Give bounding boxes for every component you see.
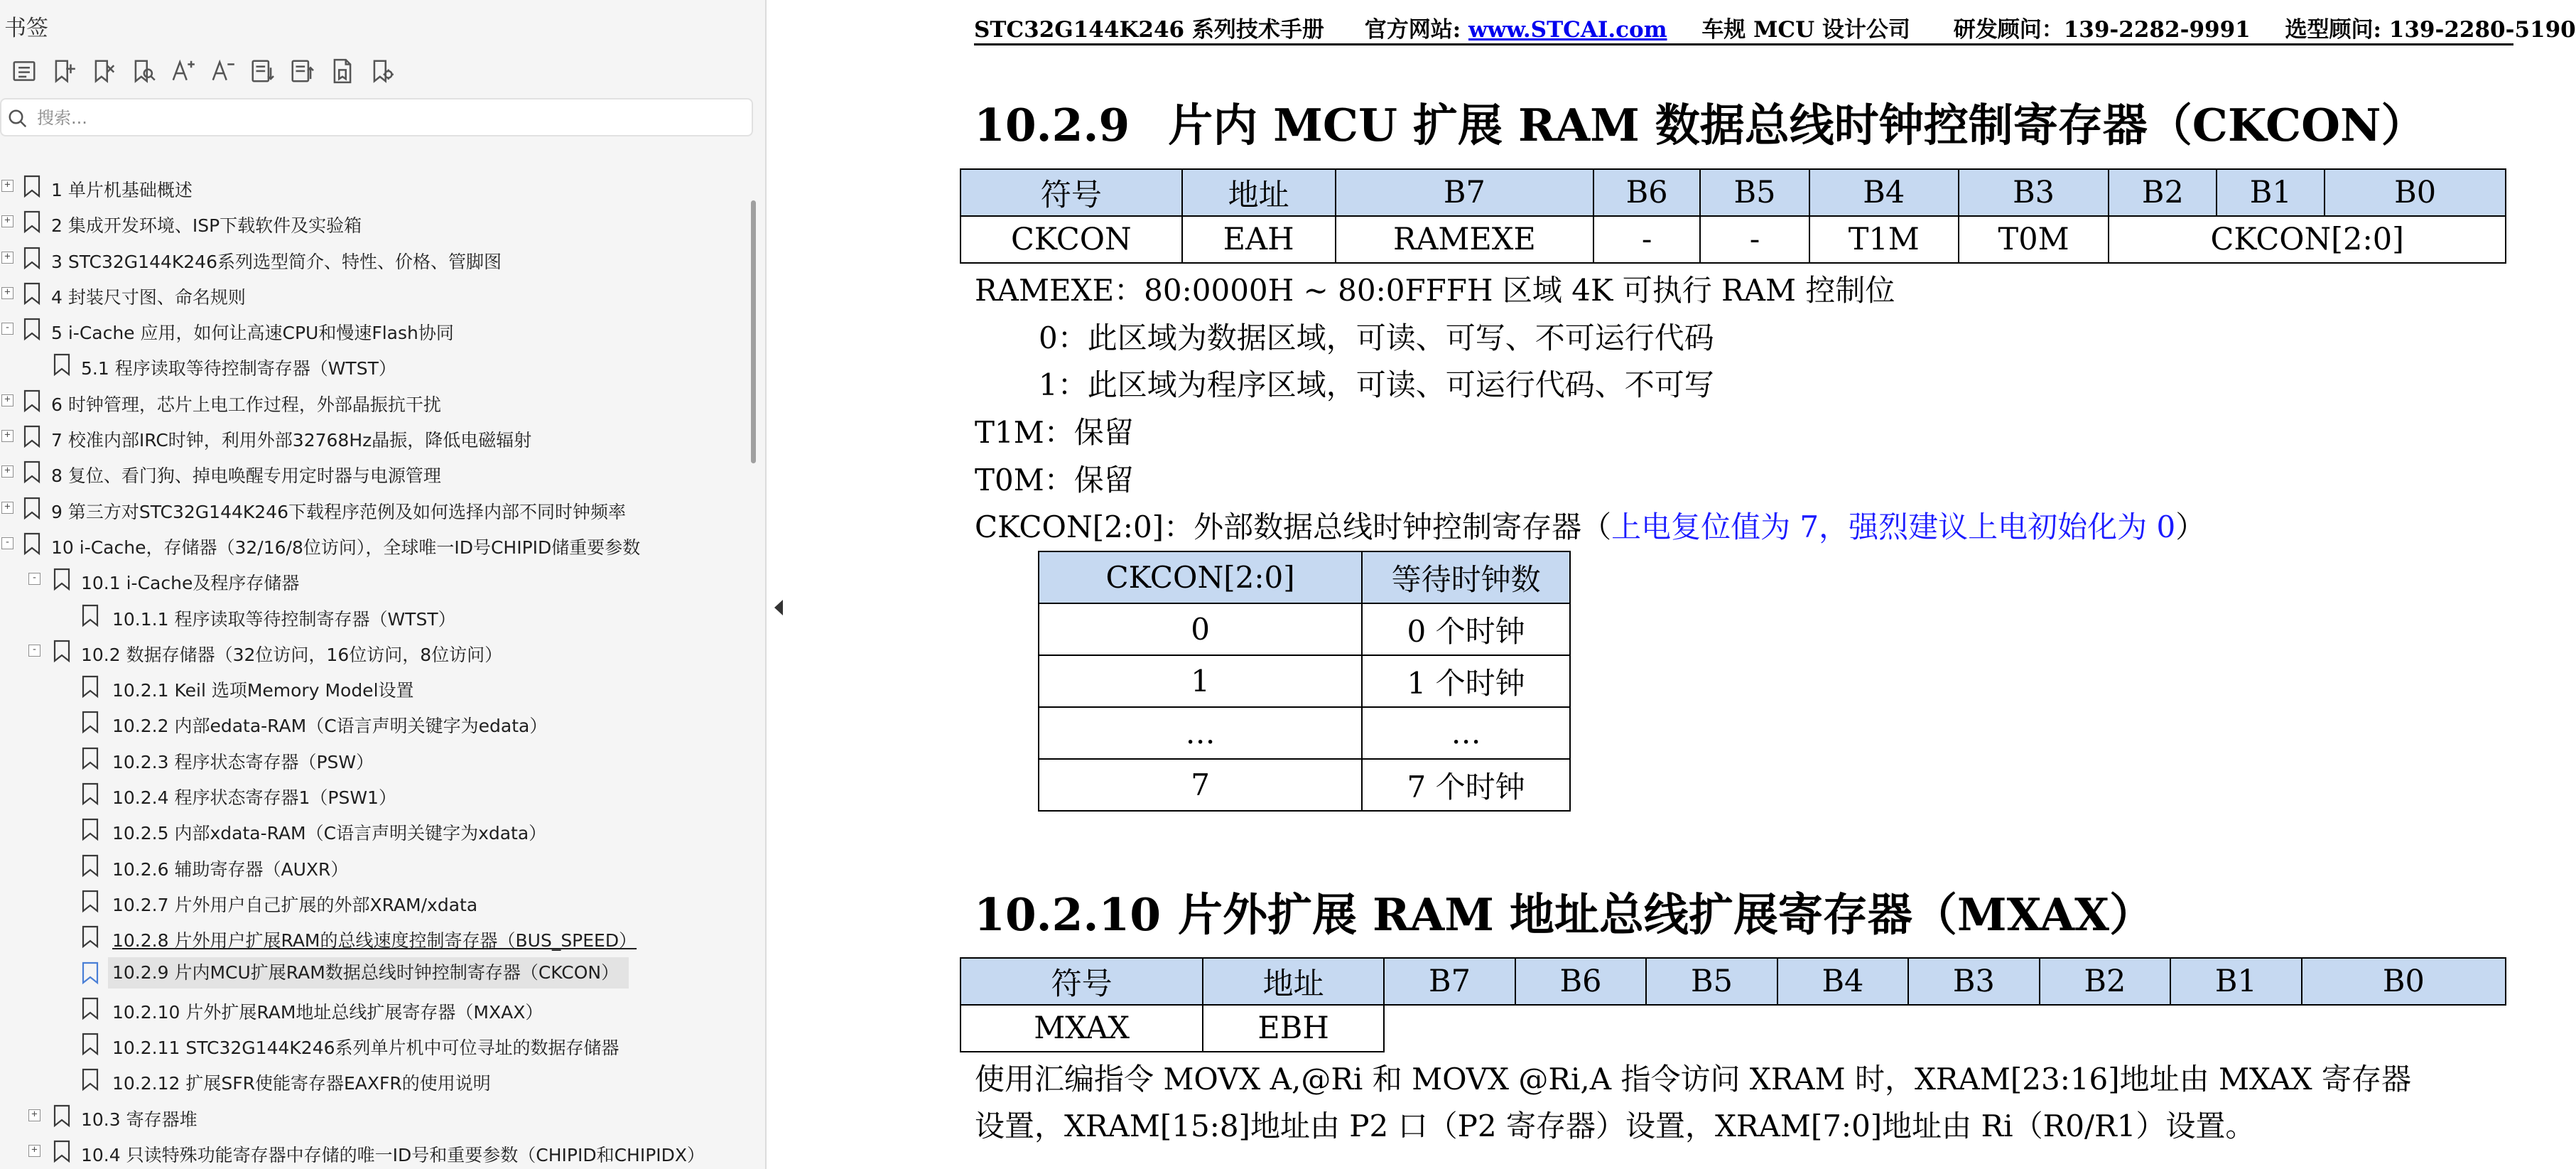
bookmark-item[interactable] [0, 883, 739, 918]
bookmark-item[interactable] [0, 382, 739, 418]
bookmark-icon [23, 425, 41, 448]
bookmark-item[interactable] [0, 490, 739, 525]
collapse-all-icon[interactable] [283, 53, 323, 90]
bookmark-icon [81, 1068, 99, 1091]
bookmark-item[interactable] [0, 1025, 739, 1061]
bookmark-item[interactable] [0, 775, 739, 811]
header-cell: 地址 [1182, 169, 1336, 216]
add-bookmark-icon[interactable] [44, 53, 84, 90]
bookmark-item[interactable] [0, 1097, 739, 1133]
bookmark-label: 10.2.12 扩展SFR使能寄存器EAXFR的使用说明 [112, 1073, 491, 1094]
wait-table-row [1039, 655, 1570, 707]
bookmark-search-input[interactable] [37, 105, 733, 131]
bookmark-label: 10.3 寄存器堆 [81, 1109, 197, 1130]
bookmark-from-page-icon[interactable] [323, 53, 362, 90]
bookmark-item[interactable] [0, 275, 739, 311]
bookmark-icon [53, 353, 71, 376]
bookmark-icon [53, 1104, 71, 1127]
bookmark-item[interactable] [0, 597, 739, 632]
bookmark-label: 10.2.2 内部edata-RAM（C语言声明关键字为edata） [112, 716, 548, 737]
bookmark-icon [81, 925, 99, 948]
header-site-label: 官方网站: [1364, 17, 1461, 43]
bookmark-icon [23, 532, 41, 555]
bookmark-item[interactable] [0, 239, 739, 275]
wait-table-row [1039, 759, 1570, 811]
bookmark-label: 10.2.5 内部xdata-RAM（C语言声明关键字为xdata） [112, 823, 547, 844]
bookmark-label: 8 复位、看门狗、掉电唤醒专用定时器与电源管理 [51, 465, 441, 487]
expand-all-icon[interactable] [243, 53, 283, 90]
value-cell: CKCON [960, 216, 1182, 263]
header-company: 车规 MCU 设计公司 [1701, 17, 1910, 43]
ckcon-wait-table [1038, 551, 1571, 812]
header-cell: B1 [2170, 958, 2302, 1005]
bookmark-icon [81, 818, 99, 841]
bookmark-icon [53, 1140, 71, 1163]
collapse-panel-icon[interactable] [773, 598, 784, 617]
bookmark-label: 10.2.10 片外扩展RAM地址总线扩展寄存器（MXAX） [112, 1001, 543, 1023]
header-sel-contact: 选型顾问: 139-2280-5190 [2285, 17, 2576, 43]
wait-table-row [1039, 603, 1570, 655]
list-view-icon[interactable] [4, 53, 44, 90]
header-cell: B5 [1700, 169, 1809, 216]
header-cell: CKCON[2:0] [1039, 551, 1362, 603]
bookmark-tree [0, 168, 739, 1168]
bookmark-label: 10.2.6 辅助寄存器（AUXR） [112, 858, 349, 880]
expand-icon[interactable]: + [1, 215, 13, 227]
header-cell: B3 [1908, 958, 2040, 1005]
t0m-description: T0M：保留 [975, 463, 1134, 497]
section-title-text: 片外扩展 RAM 地址总线扩展寄存器（MXAX） [1178, 888, 2155, 941]
header-cell: B6 [1515, 958, 1646, 1005]
value-cell: - [1700, 216, 1809, 263]
bookmark-label: 4 封装尺寸图、命名规则 [51, 286, 246, 308]
bookmark-item[interactable] [0, 1061, 739, 1097]
header-cell: B7 [1384, 958, 1515, 1005]
header-cell: B2 [2109, 169, 2217, 216]
value-cell: RAMEXE [1336, 216, 1594, 263]
wait-table-row [1039, 707, 1570, 759]
header-cell: B0 [2325, 169, 2506, 216]
value-cell: 1 个时钟 [1362, 655, 1570, 707]
bookmark-icon [81, 604, 99, 627]
expand-icon[interactable]: + [28, 1109, 40, 1121]
register-value-row [960, 1005, 2506, 1052]
ckcon-desc-close: ） [2175, 510, 2206, 544]
header-cell: B7 [1336, 169, 1594, 216]
bookmark-label: 2 集成开发环境、ISP下载软件及实验箱 [51, 215, 362, 237]
mxax-description-line1: 使用汇编指令 MOVX A,@Ri 和 MOVX @Ri,A 指令访问 XRAM 时，XRAM[23:16]地址由 MXAX 寄存器 [975, 1062, 2412, 1097]
header-cell: B4 [1777, 958, 1908, 1005]
bookmark-item[interactable] [0, 1133, 739, 1168]
bookmark-panel-title: 书签 [4, 16, 48, 41]
bookmark-label: 10.2 数据存储器（32位访问，16位访问，8位访问） [81, 644, 503, 665]
bookmark-item[interactable] [0, 954, 739, 990]
expand-icon[interactable]: + [1, 394, 13, 406]
bookmark-label: 10.2.3 程序状态寄存器（PSW） [112, 751, 374, 772]
bookmark-item[interactable] [0, 346, 739, 382]
header-cell: 符号 [960, 169, 1182, 216]
bookmark-label: 10 i-Cache，存储器（32/16/8位访问），全球唯一ID号CHIPID储重要参数 [51, 537, 641, 558]
bookmark-label: 10.2.4 程序状态寄存器1（PSW1） [112, 787, 396, 809]
expand-icon[interactable]: + [28, 1145, 40, 1157]
bookmark-label: 5.1 程序读取等待控制寄存器（WTST） [81, 358, 396, 379]
bookmark-item[interactable] [0, 453, 739, 489]
bookmark-item[interactable] [0, 918, 739, 954]
collapse-icon[interactable]: - [28, 573, 40, 585]
decrease-font-icon[interactable] [203, 53, 243, 90]
mxax-description-line2: 设置，XRAM[15:8]地址由 P2 口（P2 寄存器）设置，XRAM[7:0]地址由 Ri（R0/R1）设置。 [975, 1109, 2256, 1143]
section-number: 10.2.10 [974, 888, 1162, 941]
bookmark-label: 3 STC32G144K246系列选型简介、特性、价格、管脚图 [51, 251, 502, 272]
section-title-mxax [974, 879, 2154, 944]
header-cell: B3 [1959, 169, 2109, 216]
bookmark-item[interactable] [0, 632, 739, 668]
value-cell: 0 [1039, 603, 1362, 655]
ckcon-desc-text: CKCON[2:0]：外部数据总线时钟控制寄存器（ [975, 510, 1612, 544]
bookmark-icon [81, 890, 99, 912]
section-title-text: 片内 MCU 扩展 RAM 数据总线时钟控制寄存器（CKCON） [1168, 99, 2426, 151]
header-manual-title: STC32G144K246 系列技术手册 [974, 17, 1324, 43]
bookmark-icon [81, 997, 99, 1020]
ckcon-register-table [960, 168, 2506, 264]
header-cell: B1 [2217, 169, 2325, 216]
page-header [974, 11, 2576, 45]
empty-cell [1384, 1005, 2506, 1052]
expand-icon[interactable]: + [1, 180, 13, 192]
bookmark-label: 10.2.9 片内MCU扩展RAM数据总线时钟控制寄存器（CKCON） [108, 957, 629, 988]
bookmark-label: 5 i-Cache 应用，如何让高速CPU和慢速Flash协同 [51, 323, 454, 344]
bookmark-item[interactable] [0, 990, 739, 1025]
collapse-icon[interactable]: - [28, 645, 40, 657]
bookmark-item[interactable] [0, 561, 739, 596]
bookmark-icon [23, 460, 41, 483]
bookmark-label: 1 单片机基础概述 [51, 180, 193, 200]
bookmark-label: 10.2.8 片外用户扩展RAM的总线速度控制寄存器（BUS_SPEED） [112, 930, 637, 952]
search-icon [7, 108, 28, 129]
bookmark-item[interactable] [0, 847, 739, 883]
bookmark-item[interactable] [0, 811, 739, 846]
bookmark-label: 10.1.1 程序读取等待控制寄存器（WTST） [112, 608, 456, 630]
find-bookmark-icon[interactable] [124, 53, 163, 90]
register-header-row [960, 958, 2506, 1005]
ckcon-description [975, 504, 2205, 551]
expand-icon[interactable]: + [1, 465, 13, 478]
bookmark-label: 9 第三方对STC32G144K246下载程序范例及如何选择内部不同时钟频率 [51, 501, 626, 522]
ramexe-description: RAMEXE：80:0000H ~ 80:0FFFH 区域 4K 可执行 RAM 控制位 [975, 273, 1895, 308]
value-cell: … [1362, 707, 1570, 759]
bookmark-icon [81, 747, 99, 770]
value-cell: - [1593, 216, 1700, 263]
bookmark-item[interactable] [0, 311, 739, 346]
header-cell: 地址 [1203, 958, 1384, 1005]
bookmark-icon [23, 282, 41, 305]
bookmark-label: 10.2.11 STC32G144K246系列单片机中可位寻址的数据存储器 [112, 1038, 619, 1059]
bookmark-icon [23, 210, 41, 233]
header-cell: B6 [1593, 169, 1700, 216]
header-site-link[interactable]: www.STCAI.com [1468, 17, 1667, 43]
bookmark-settings-icon[interactable] [362, 53, 402, 90]
bookmark-icon [23, 175, 41, 198]
mxax-register-table [960, 957, 2506, 1052]
bookmark-scrollbar[interactable] [751, 200, 756, 463]
bookmark-icon [23, 497, 41, 519]
bookmark-icon [23, 247, 41, 269]
header-cell: B5 [1646, 958, 1777, 1005]
bookmark-icon [23, 318, 41, 340]
document-page [794, 0, 2576, 1169]
bookmark-icon [23, 389, 41, 412]
value-cell: T0M [1959, 216, 2109, 263]
value-cell: 0 个时钟 [1362, 603, 1570, 655]
value-cell: T1M [1809, 216, 1959, 263]
section-title-ckcon [974, 90, 2426, 154]
bookmark-item[interactable] [0, 740, 739, 775]
ramexe-option-1: 1：此区域为程序区域，可读、可运行代码、不可写 [1039, 367, 1714, 402]
t1m-description: T1M：保留 [975, 415, 1134, 450]
bookmark-label: 10.4 只读特殊功能寄存器中存储的唯一ID号和重要参数（CHIPID和CHIPIDX） [81, 1145, 705, 1166]
bookmark-search[interactable] [0, 98, 753, 136]
bookmark-item[interactable] [0, 418, 739, 453]
bookmark-label: 10.2.1 Keil 选项Memory Model设置 [112, 680, 414, 701]
bookmark-icon [81, 961, 99, 984]
bookmark-item[interactable] [0, 203, 739, 239]
bookmark-item[interactable] [0, 668, 739, 704]
value-cell: CKCON[2:0] [2109, 216, 2506, 263]
bookmark-icon [53, 568, 71, 591]
ckcon-reset-note: 上电复位值为 7，强烈建议上电初始化为 0 [1611, 510, 2176, 544]
bookmark-icon [53, 640, 71, 662]
value-cell: 7 [1039, 759, 1362, 811]
register-value-row [960, 216, 2506, 263]
bookmark-icon [81, 675, 99, 698]
value-cell: EAH [1182, 216, 1336, 263]
section-number: 10.2.9 [974, 99, 1130, 151]
collapse-icon[interactable]: - [1, 323, 13, 335]
bookmark-toolbar [4, 53, 402, 90]
bookmark-item[interactable] [0, 525, 739, 561]
delete-bookmark-icon[interactable] [84, 53, 124, 90]
bookmark-icon [81, 854, 99, 877]
header-cell: 等待时钟数 [1362, 551, 1570, 603]
header-cell: B2 [2040, 958, 2170, 1005]
bookmark-item[interactable] [0, 168, 739, 203]
wait-table-header [1039, 551, 1570, 603]
header-cell: B4 [1809, 169, 1959, 216]
value-cell: 7 个时钟 [1362, 759, 1570, 811]
bookmark-icon [81, 711, 99, 733]
value-cell: … [1039, 707, 1362, 759]
header-cell: B0 [2302, 958, 2506, 1005]
value-cell: EBH [1203, 1005, 1384, 1052]
bookmark-icon [81, 1033, 99, 1055]
expand-icon[interactable]: + [1, 287, 13, 299]
increase-font-icon[interactable] [163, 53, 203, 90]
ramexe-option-0: 0：此区域为数据区域，可读、可写、不可运行代码 [1039, 320, 1714, 355]
bookmark-label: 6 时钟管理，芯片上电工作过程，外部晶振抗干扰 [51, 394, 441, 415]
value-cell: MXAX [960, 1005, 1203, 1052]
expand-icon[interactable]: + [1, 502, 13, 514]
bookmark-item[interactable] [0, 704, 739, 739]
bookmark-label: 7 校准内部IRC时钟，利用外部32768Hz晶振，降低电磁辐射 [51, 430, 532, 451]
expand-icon[interactable]: + [1, 430, 13, 442]
bookmark-panel [0, 0, 767, 1169]
collapse-icon[interactable]: - [1, 537, 13, 549]
register-header-row [960, 169, 2506, 216]
bookmark-label: 10.2.7 片外用户自己扩展的外部XRAM/xdata [112, 894, 478, 915]
bookmark-label: 10.1 i-Cache及程序存储器 [81, 573, 300, 594]
value-cell: 1 [1039, 655, 1362, 707]
bookmark-icon [81, 782, 99, 805]
header-cell: 符号 [960, 958, 1203, 1005]
header-rd-contact: 研发顾问：139-2282-9991 [1953, 17, 2251, 43]
expand-icon[interactable]: + [1, 252, 13, 264]
